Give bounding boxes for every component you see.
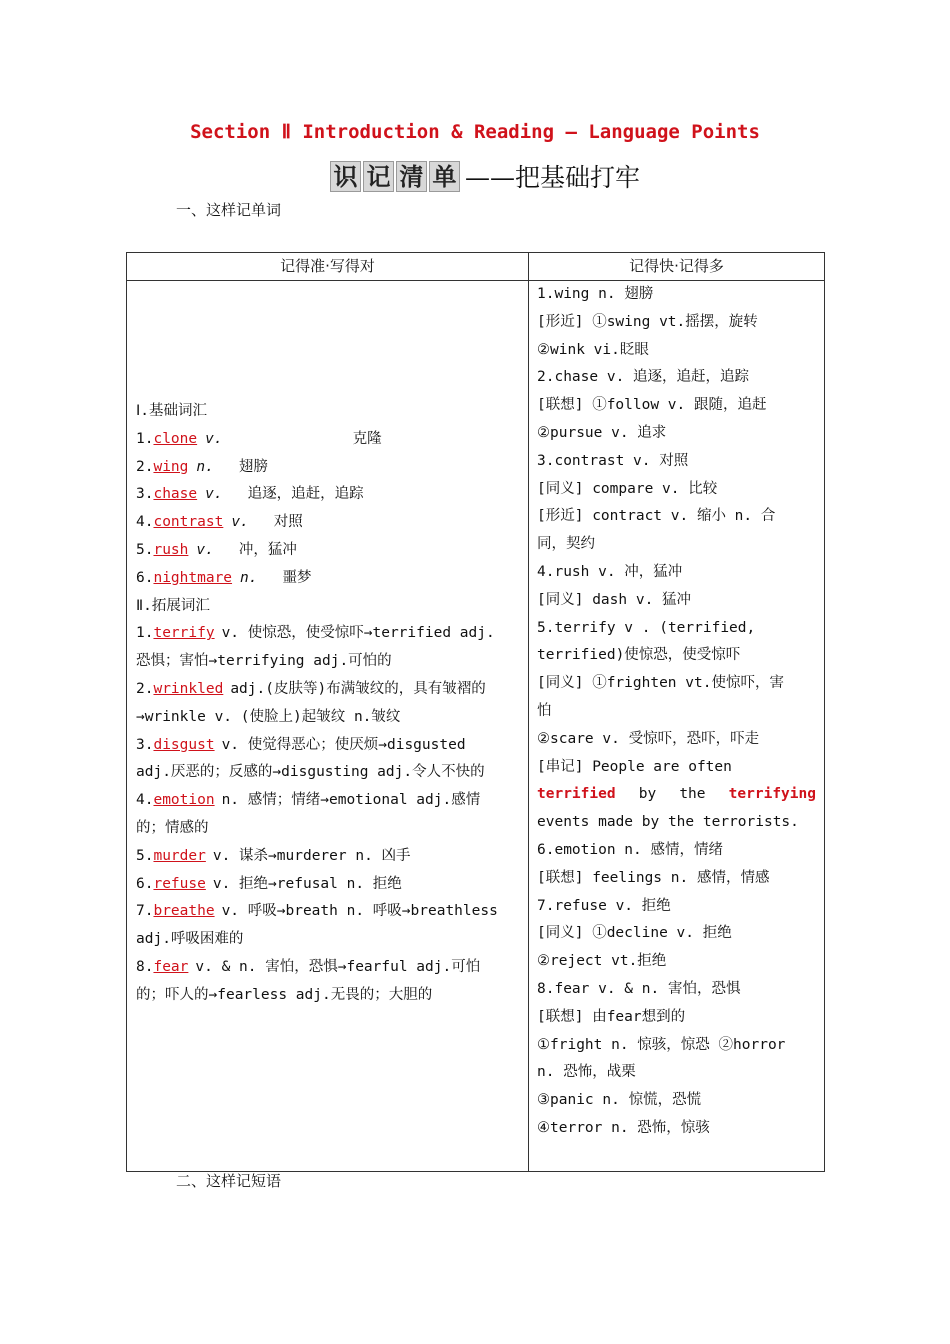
item-detail: v. 谋杀→murderer n. 凶手 [212,847,411,864]
answer-word: terrify [153,625,215,642]
item-number: 6. [136,569,154,586]
section-subheading [330,160,640,192]
memory-note-line: [联想] 由fear想到的 [537,1008,686,1025]
item-number: 5. [136,541,154,558]
memory-note-line: 7.refuse v. 拒绝 [537,897,671,914]
boxed-char: 单 [429,161,460,192]
basic-vocab-item [136,565,522,593]
item-detail: v. 拒绝→refusal n. 拒绝 [212,875,402,892]
item-detail: v. 使觉得恶心；使厌烦→disgusted [221,736,466,753]
memory-note-line: 8.fear v. & n. 害怕，恐惧 [537,980,741,997]
extended-vocab-item [136,676,522,704]
memory-note-line: ①fright n. 惊骇，惊恐 ②horror [537,1036,786,1053]
extended-vocab-item [136,898,522,926]
part-of-speech: v. [205,486,223,503]
example-sentence-line [537,781,816,809]
left-column [127,281,529,1172]
subheading-text: ——把基础打牢 [465,163,641,192]
memory-note-line: 怕 [537,702,552,719]
answer-word: emotion [153,792,215,809]
memory-note-line: [联想] ①follow v. 跟随，追赶 [537,397,767,414]
item-detail: v. 使惊恐，使受惊吓→terrified adj. [221,625,495,642]
extended-vocab-item [136,787,522,815]
item-detail: v. & n. 害怕，恐惧→fearful adj.可怕 [195,958,481,975]
item-number: 2. [136,680,154,697]
memory-note-line: n. 恐怖，战栗 [537,1064,636,1081]
item-detail: n. 感情；情绪→emotional adj.感情 [221,792,481,809]
part-of-speech: v. [205,430,223,447]
page-title: Section Ⅱ Introduction & Reading — Language Points [190,121,760,143]
item-number: 7. [136,903,154,920]
boxed-char: 记 [363,161,394,192]
memory-note-line: [同义] dash v. 猛冲 [537,591,692,608]
memory-note-line: 6.emotion n. 感情，情绪 [537,841,723,858]
left-column-header: 记得准·写得对 [127,253,529,281]
memory-note-line: [串记] People are often [537,758,732,775]
basic-vocab-item [136,426,522,454]
memory-note-line: ②wink vi.眨眼 [537,341,649,358]
memory-note-line: ③panic n. 惊慌，恐慌 [537,1092,702,1109]
answer-word: nightmare [153,569,233,586]
answer-word: contrast [153,514,224,531]
basic-vocab-item [136,537,522,565]
memory-note-line: ②pursue v. 追求 [537,424,667,441]
item-number: 4. [136,792,154,809]
item-detail-continued: adj.厌恶的；反感的→disgusting adj.令人不快的 [136,764,485,781]
section-heading-phrases: 二、这样记短语 [176,1172,282,1190]
vocabulary-table [126,252,825,1172]
meaning: 翅膀 [238,458,268,475]
meaning: 冲，猛冲 [238,541,297,558]
answer-word: wing [153,458,189,475]
answer-word: clone [153,430,198,447]
memory-note-line: 3.contrast v. 对照 [537,452,689,469]
section-heading-words: 一、这样记单词 [176,201,282,219]
meaning: 对照 [273,514,303,531]
memory-note-line: [同义] compare v. 比较 [537,480,718,497]
item-detail-continued: 恐惧；害怕→terrifying adj.可怕的 [136,653,392,670]
boxed-char: 清 [396,161,427,192]
answer-word: chase [153,486,198,503]
item-number: 3. [136,486,154,503]
word: the [679,786,706,803]
basic-vocab-item [136,481,522,509]
memory-note-line: 4.rush v. 冲，猛冲 [537,563,683,580]
memory-note-line: ②reject vt.拒绝 [537,953,667,970]
highlight-word: terrified [537,786,616,803]
extended-vocab-item [136,871,522,899]
extended-vocab-item [136,954,522,982]
word: by [638,786,657,803]
meaning: 克隆 [352,430,382,447]
item-detail: v. 呼吸→breath n. 呼吸→breathless [221,903,498,920]
memory-note-line: 同，契约 [537,536,595,553]
answer-word: murder [153,847,206,864]
answer-word: fear [153,958,189,975]
answer-word: breathe [153,903,215,920]
memory-note-line: events made by the terrorists. [537,814,799,831]
meaning: 追逐，追赶，追踪 [247,486,364,503]
basic-vocab-title: Ⅰ.基础词汇 [136,403,208,419]
answer-word: disgust [153,736,215,753]
memory-note-line: 2.chase v. 追逐，追赶，追踪 [537,369,750,386]
item-number: 6. [136,875,154,892]
part-of-speech: n. [196,458,214,475]
item-detail-continued: 的；吓人的→fearless adj.无畏的；大胆的 [136,986,433,1003]
memory-note-line: [同义] ①decline v. 拒绝 [537,925,732,942]
answer-word: rush [153,541,189,558]
memory-note-line: ④terror n. 恐怖，惊骇 [537,1119,710,1136]
item-detail: adj.(皮肤等)布满皱纹的，具有皱褶的 [230,680,486,697]
item-detail-continued: adj.呼吸困难的 [136,931,244,948]
memory-note-line: 1.wing n. 翅膀 [537,286,654,302]
basic-vocab-item [136,509,522,537]
highlight-word: terrifying [728,786,816,803]
item-number: 2. [136,458,154,475]
item-detail-continued: →wrinkle v. (使脸上)起皱纹 n.皱纹 [136,708,401,725]
memory-note-line: [同义] ①frighten vt.使惊吓，害 [537,675,784,692]
item-number: 8. [136,958,154,975]
extended-vocab-title: Ⅱ.拓展词汇 [136,597,210,614]
right-column-header: 记得快·记得多 [529,253,825,281]
memory-note-line: [形近] ①swing vt.摇摆，旋转 [537,313,758,330]
extended-vocab-item [136,843,522,871]
boxed-char: 识 [330,161,361,192]
answer-word: wrinkled [153,680,224,697]
part-of-speech: v. [196,541,214,558]
part-of-speech: n. [240,569,258,586]
memory-note-line: terrified)使惊恐，使受惊吓 [537,647,741,664]
extended-vocab-item [136,620,522,648]
item-number: 5. [136,847,154,864]
right-column [529,281,825,1172]
extended-vocab-item [136,732,522,760]
item-detail-continued: 的；情感的 [136,819,209,836]
item-number: 1. [136,430,154,447]
part-of-speech: v. [231,514,249,531]
item-number: 3. [136,736,154,753]
basic-vocab-item [136,454,522,482]
meaning: 噩梦 [282,569,312,586]
memory-note-line: 5.terrify v . (terrified, [537,619,756,636]
memory-note-line: [形近] contract v. 缩小 n. 合 [537,508,776,525]
answer-word: refuse [153,875,206,892]
item-number: 1. [136,625,154,642]
memory-note-line: [联想] feelings n. 感情，情感 [537,869,770,886]
memory-note-line: ②scare v. 受惊吓，恐吓，吓走 [537,730,760,747]
item-number: 4. [136,514,154,531]
